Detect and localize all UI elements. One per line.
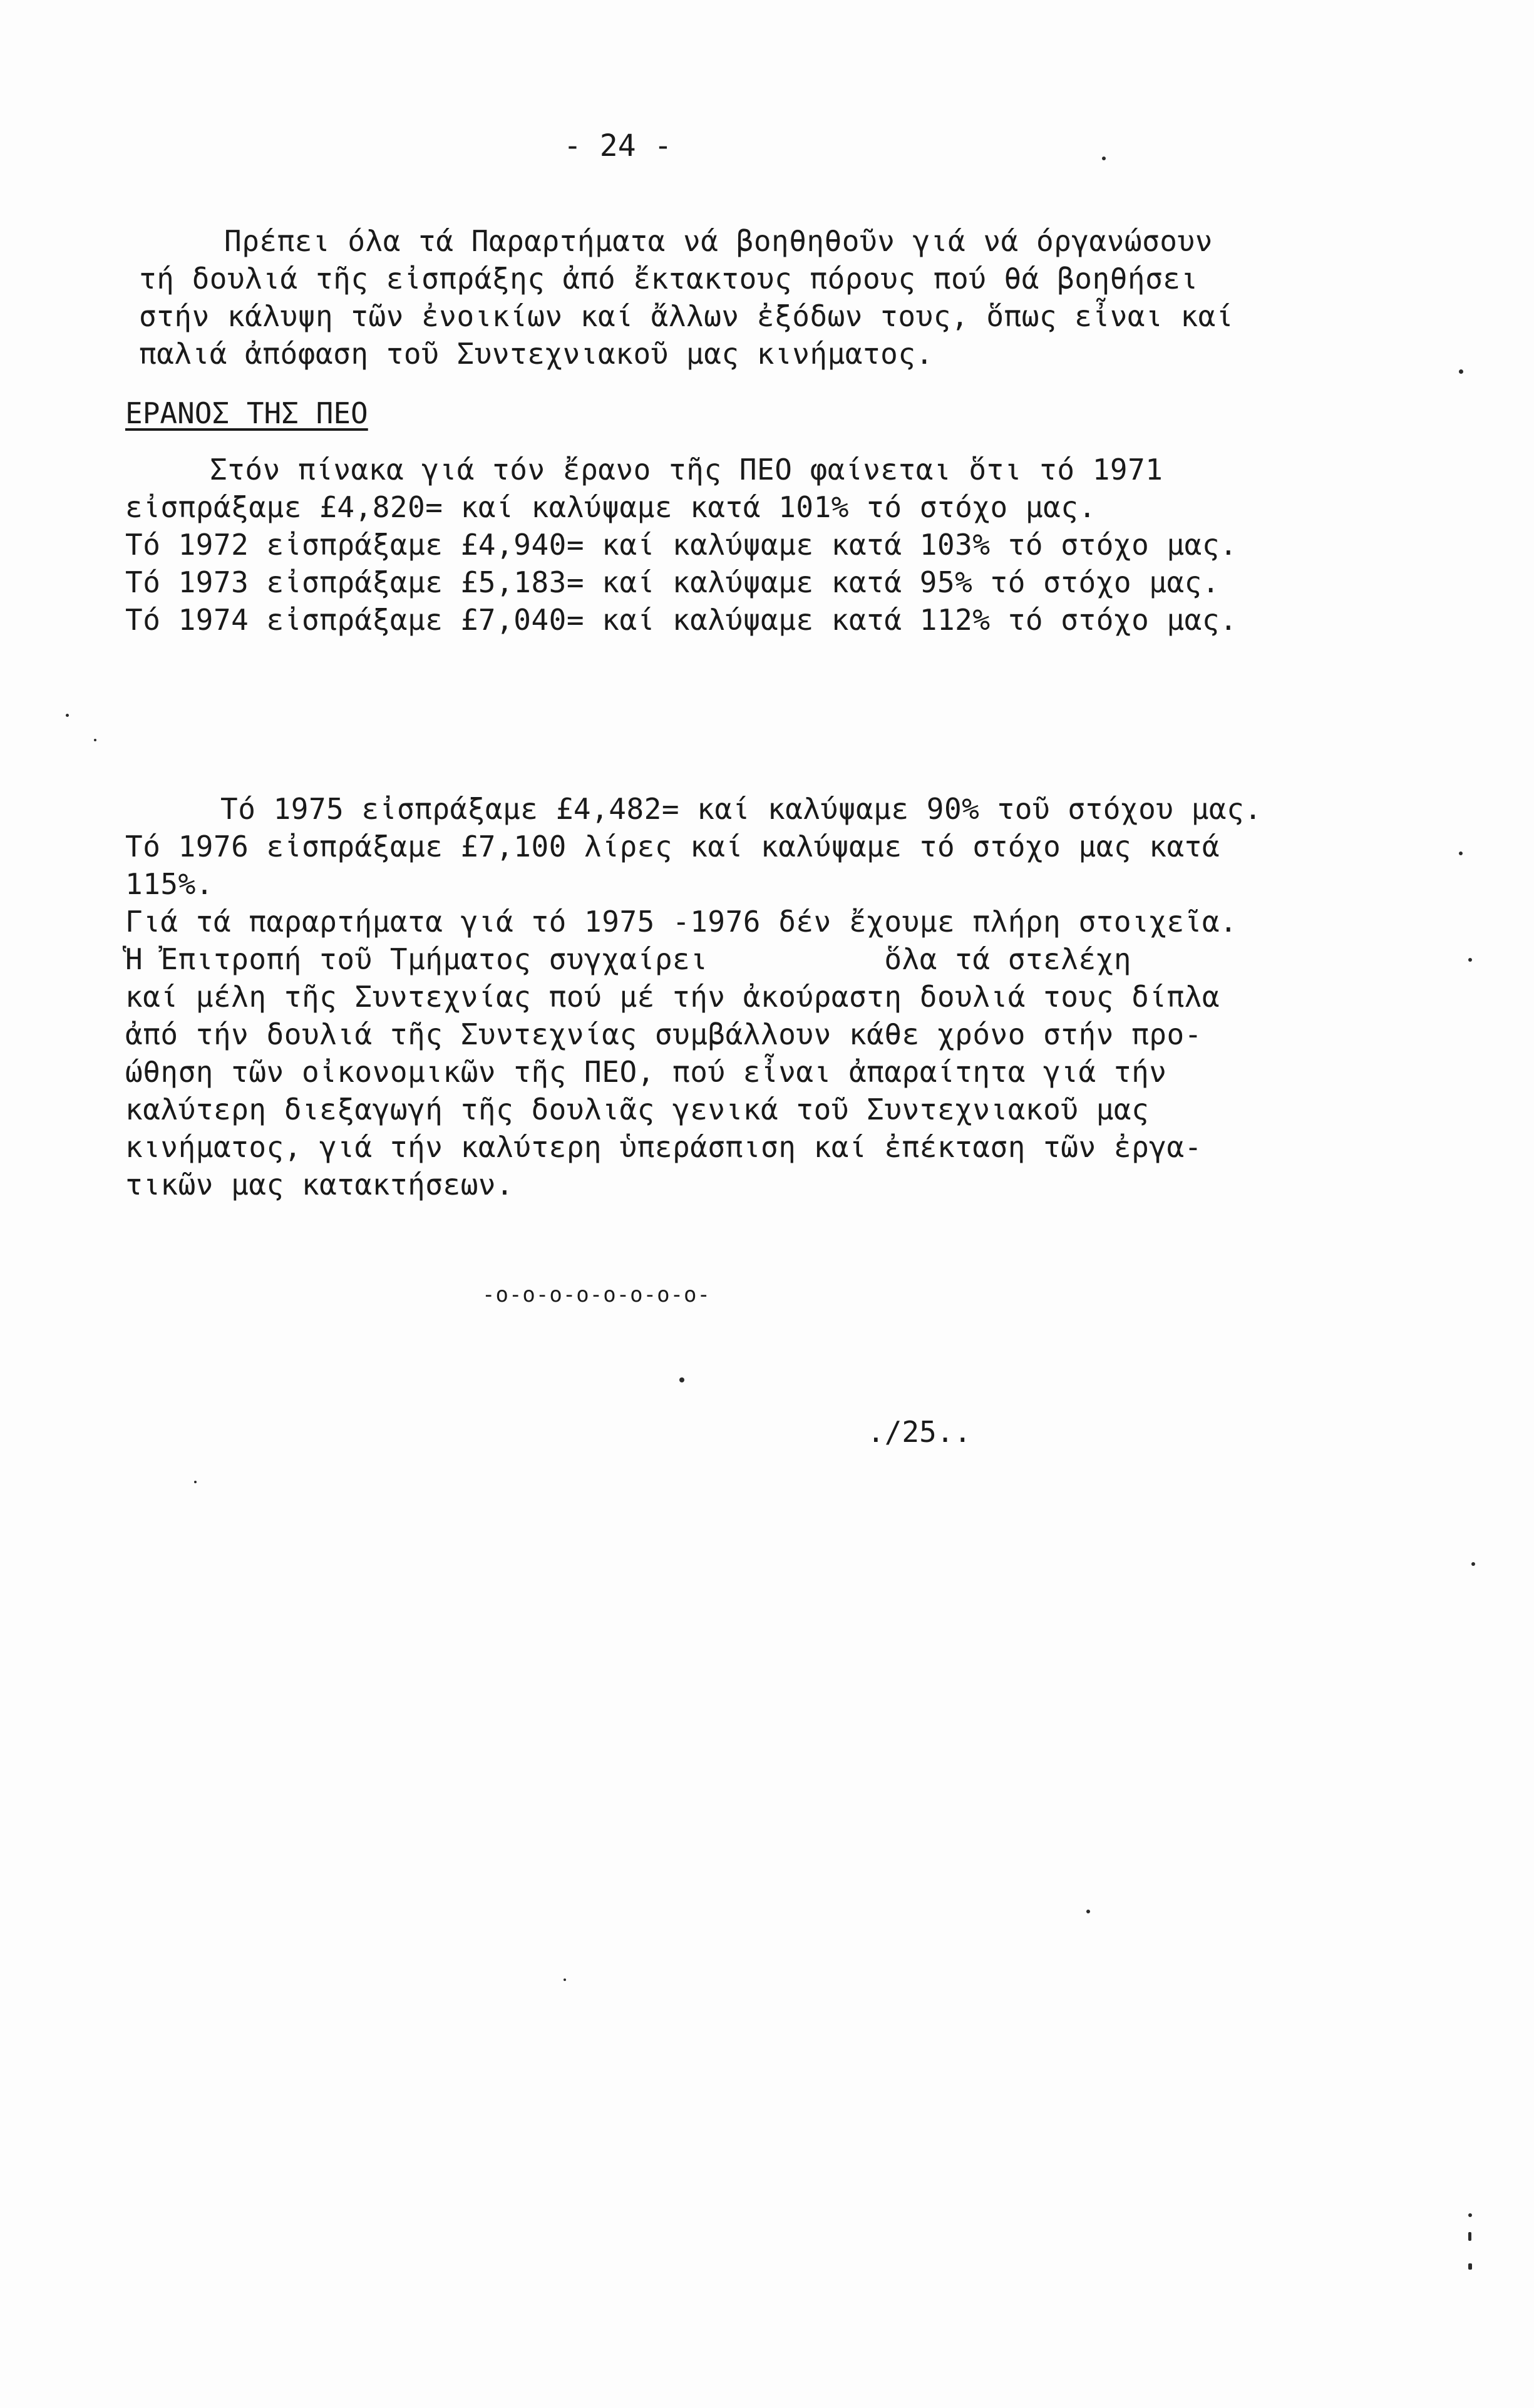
scan-speck (1459, 852, 1463, 855)
scan-speck (194, 1481, 197, 1483)
scan-speck (1459, 369, 1463, 374)
paragraph-line: τικῶν μας κατακτήσεων. (125, 1168, 514, 1201)
scan-speck (564, 1978, 566, 1981)
paragraph-line: Τό 1974 εἰσπράξαμε £7,040= καί καλύψαμε κατά 112% τό στόχο μας. (125, 603, 1238, 637)
paragraph-line: καλύτερη διεξαγωγή τῆς δουλιᾶς γενικά τοῦ Συντεχνιακοῦ μας (125, 1093, 1150, 1126)
scan-speck (66, 714, 69, 717)
scan-speck (1471, 1562, 1475, 1566)
scan-speck (1468, 2213, 1472, 2217)
paragraph-line: 115%. (125, 867, 214, 901)
paragraph-line: ἀπό τήν δουλιά τῆς Συντεχνίας συμβάλλουν κάθε χρόνο στήν προ- (125, 1017, 1202, 1051)
paragraph-line: ώθηση τῶν οἰκονομικῶν τῆς ΠΕΟ, πού εἶναι ἀπαραίτητα γιά τήν (125, 1055, 1167, 1089)
scan-speck (1086, 1910, 1090, 1913)
paragraph-line: καί μέλη τῆς Συντεχνίας πού μέ τήν ἀκούραστη δουλιά τους δίπλα (125, 980, 1220, 1014)
scan-speck (1468, 2232, 1471, 2241)
paragraph-line: στήν κάλυψη τῶν ἐνοικίων καί ἄλλων ἐξόδων τους, ὅπως εἶναι καί (139, 299, 1234, 333)
scan-speck (1102, 157, 1106, 160)
paragraph-line: Τό 1975 εἰσπράξαμε £4,482= καί καλύψαμε 90% τοῦ στόχου μας. (220, 792, 1262, 826)
scan-speck (679, 1377, 684, 1382)
paragraph-line: τή δουλιά τῆς εἰσπράξης ἀπό ἔκτακτους πόρους πού θά βοηθήσει (139, 262, 1198, 296)
page-number: - 24 - (564, 128, 672, 163)
paragraph-line: Γιά τά παραρτήματα γιά τό 1975 -1976 δέν ἔχουμε πλήρη στοιχεῖα. (125, 905, 1238, 939)
paragraph-line: Στόν πίνακα γιά τόν ἔρανο τῆς ΠΕΟ φαίνεται ὅτι τό 1971 (210, 453, 1163, 486)
paragraph-line: κινήματος, γιά τήν καλύτερη ὑπεράσπιση καί ἐπέκταση τῶν ἐργα- (125, 1130, 1202, 1164)
paragraph-line: Ἡ Ἐπιτροπή τοῦ Τμήματος συγχαίρει ὅλα τά στελέχη (125, 942, 1132, 976)
scan-speck (1468, 958, 1472, 962)
paragraph-line: Τό 1976 εἰσπράξαμε £7,100 λίρες καί καλύψαμε τό στόχο μας κατά (125, 830, 1220, 863)
section-divider: -o-o-o-o-o-o-o-o- (482, 1282, 711, 1307)
paragraph-line: Τό 1972 εἰσπράξαμε £4,940= καί καλύψαμε κατά 103% τό στόχο μας. (125, 528, 1238, 562)
paragraph-line: εἰσπράξαμε £4,820= καί καλύψαμε κατά 101% τό στόχο μας. (125, 490, 1096, 524)
paragraph-line: παλιά ἀπόφαση τοῦ Συντεχνιακοῦ μας κινήματος. (139, 337, 934, 371)
scan-speck (1468, 2263, 1472, 2270)
continuation-marker: ./25.. (867, 1415, 972, 1449)
paragraph-line: Τό 1973 εἰσπράξαμε £5,183= καί καλύψαμε κατά 95% τό στόχο μας. (125, 565, 1220, 599)
scan-speck (94, 739, 96, 741)
paragraph-line: Πρέπει όλα τά Παραρτήματα νά βοηθηθοῦν γιά νά όργανώσουν (224, 224, 1213, 258)
section-heading: ΕΡΑΝΟΣ ΤΗΣ ΠΕΟ (125, 396, 368, 430)
